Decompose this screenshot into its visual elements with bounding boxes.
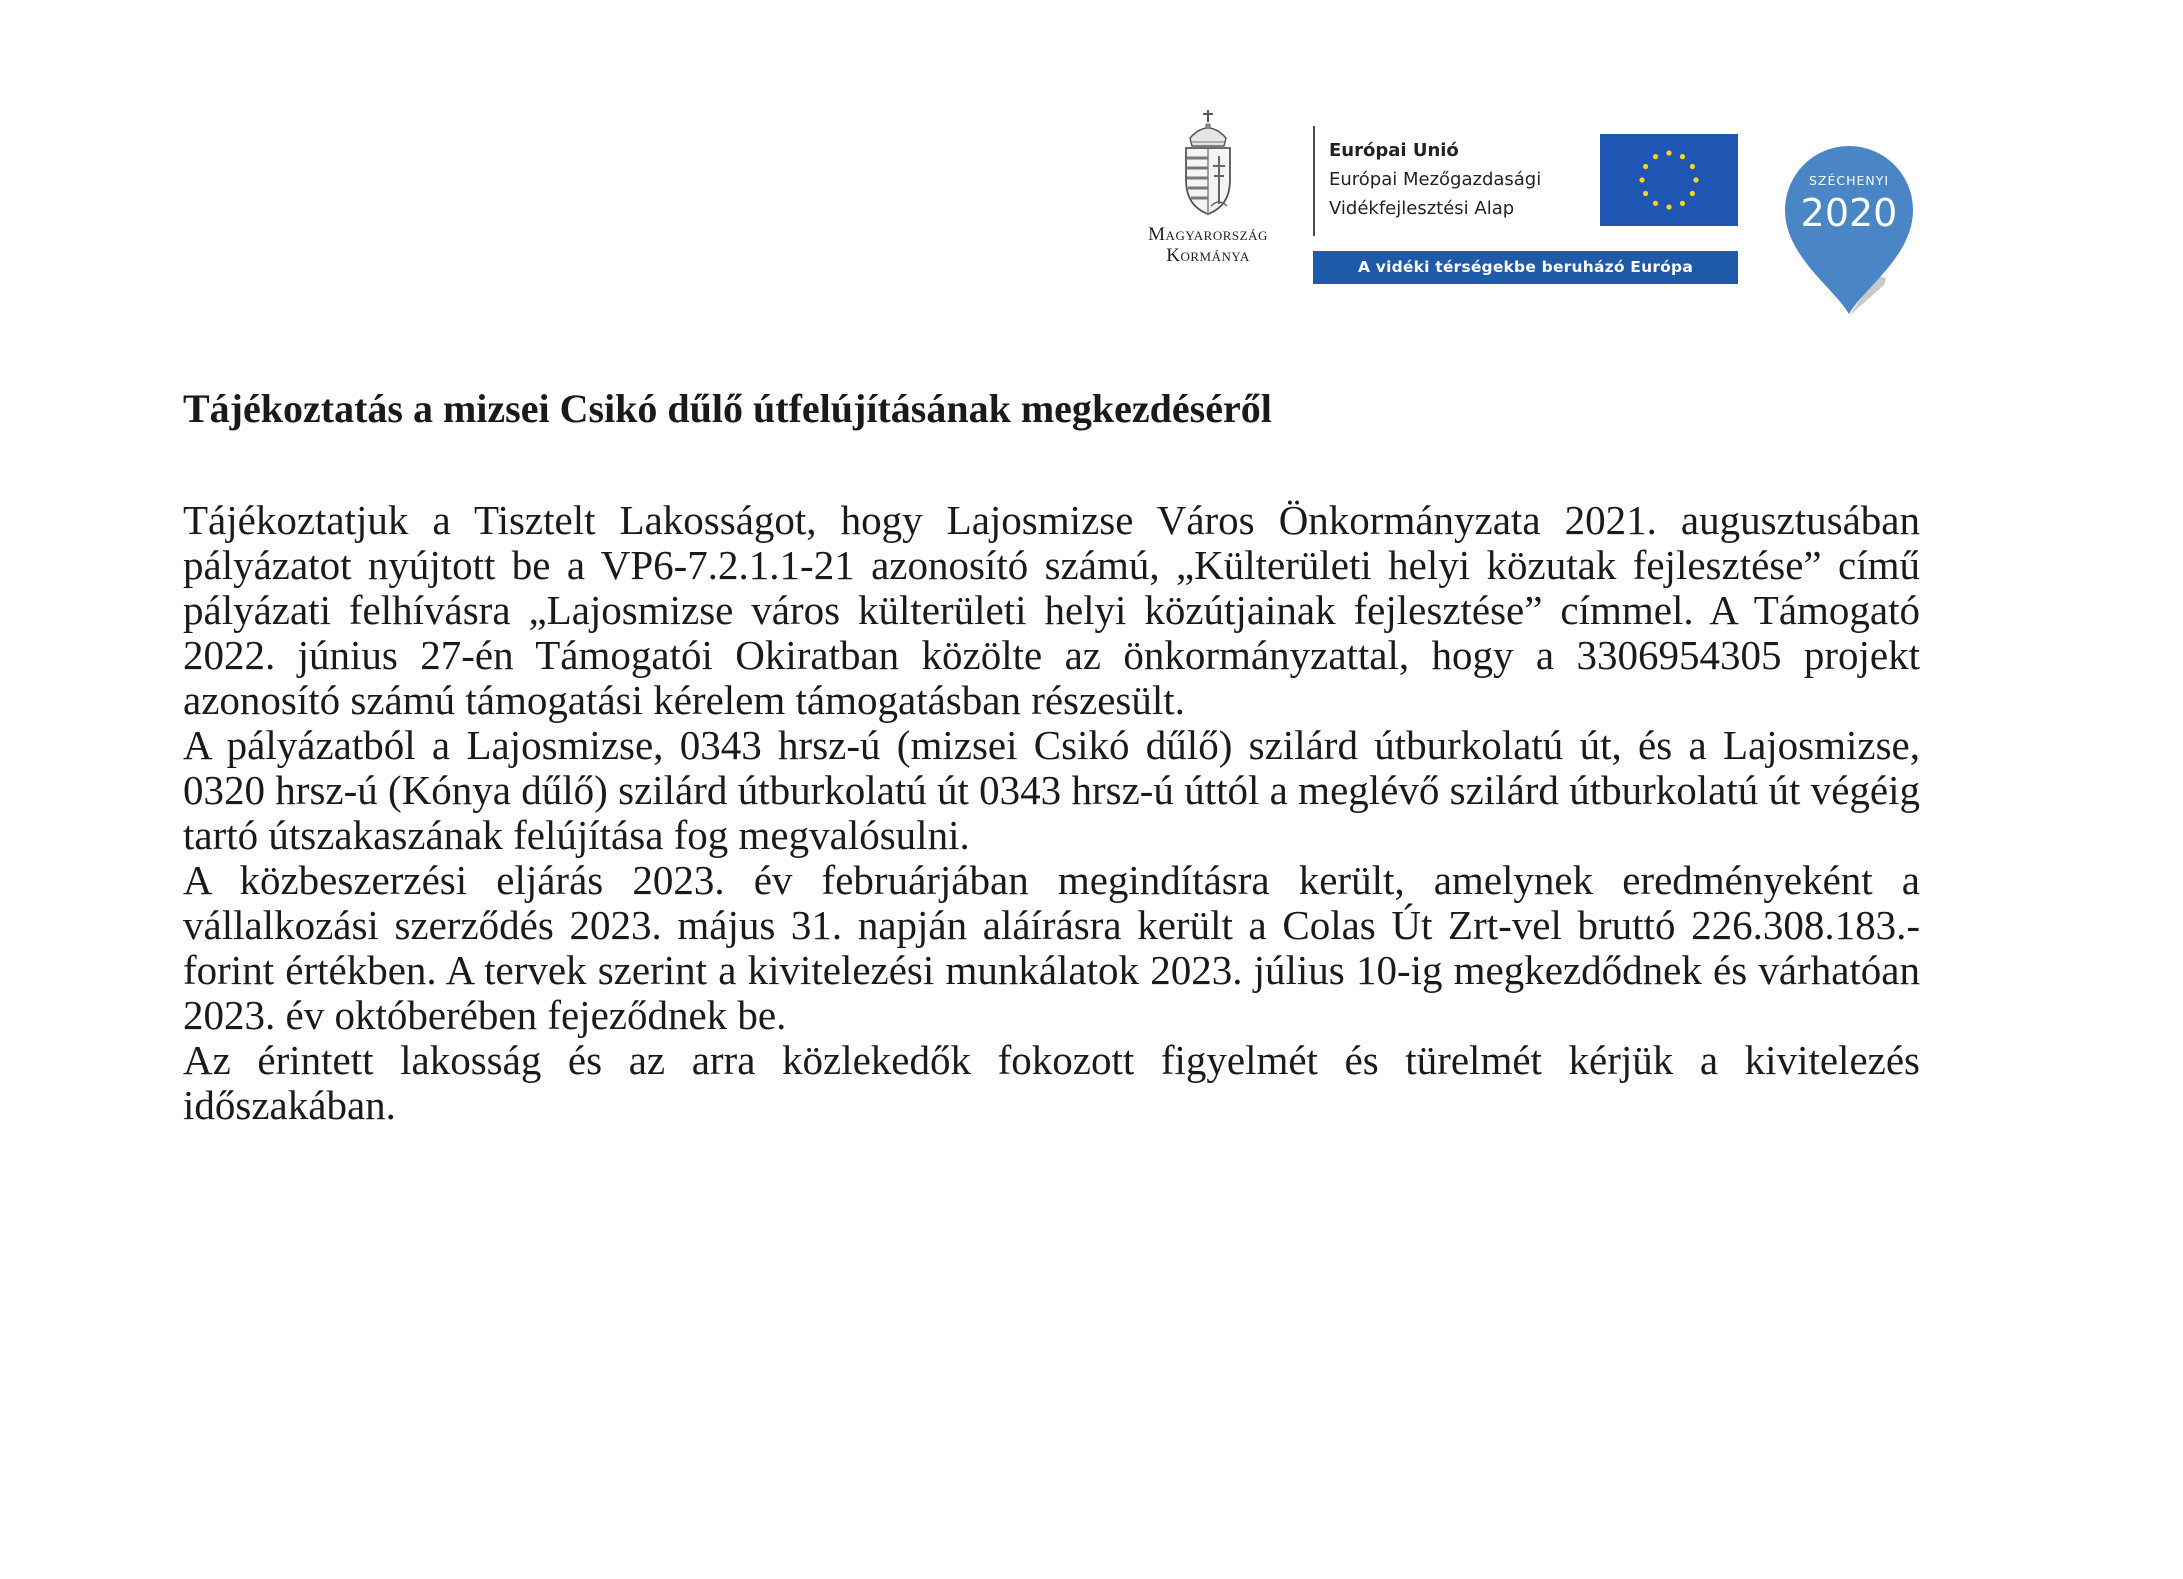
szechenyi-2020-logo <box>1779 138 1919 318</box>
paragraph-2: A pályázatból a Lajosmizse, 0343 hrsz-ú (mizsei Csikó dűlő) szilárd útburkolatú út, és a Lajosmizse, 0320 hrsz-ú (Kónya dűlő) szilárd útburkolatú út 0343 hrsz-ú úttól a meglévő szilárd útburkolatú út végéig tartó útszakaszának felújítása fog megvalósulni. <box>183 722 1920 858</box>
eu-flag-icon <box>1600 134 1738 226</box>
eu-logo-line1: Európai Unió <box>1329 140 1459 161</box>
eu-logo-banner: A vidéki térségekbe beruházó Európa <box>1313 251 1738 284</box>
government-logo-line2: Kormánya <box>1166 245 1250 266</box>
document-body <box>183 498 1920 1128</box>
coat-of-arms-icon <box>1178 108 1238 218</box>
szechenyi-label: SZÉCHENYI <box>1808 173 1890 188</box>
eu-emva-logo <box>1313 126 1738 284</box>
divider <box>1313 126 1315 236</box>
paragraph-1: Tájékoztatjuk a Tisztelt Lakosságot, hogy Lajosmizse Város Önkormányzata 2021. augusztusában pályázatot nyújtott be a VP6-7.2.1.1-21 azonosító számú, „Külterületi helyi közutak fejlesztése” című pályázati felhívásra „Lajosmizse város külterületi helyi közútjainak fejlesztése” címmel. A Támogató 2022. június 27-én Támogatói Okiratban közölte az önkormányzattal, hogy a 3306954305 projekt azonosító számú támogatási kérelem támogatásban részesült. <box>183 497 1920 723</box>
government-logo-line1: Magyarország <box>1148 224 1268 245</box>
paragraph-4: Az érintett lakosság és az arra közlekedők fokozott figyelmét és türelmét kérjük a kivitelezés időszakában. <box>183 1037 1920 1128</box>
hungarian-government-logo <box>1118 108 1298 283</box>
eu-logo-line2: Európai Mezőgazdasági <box>1329 169 1542 190</box>
eu-logo-line3: Vidékfejlesztési Alap <box>1329 198 1515 219</box>
document-title: Tájékoztatás a mizsei Csikó dűlő útfelújításának megkezdéséről <box>183 386 1272 431</box>
szechenyi-year: 2020 <box>1800 191 1898 235</box>
paragraph-3: A közbeszerzési eljárás 2023. év februárjában megindításra került, amelynek eredményeként a vállalkozási szerződés 2023. május 31. napján aláírásra került a Colas Út Zrt-vel bruttó 226.308.183.- forint értékben. A tervek szerint a kivitelezési munkálatok 2023. július 10-ig megkezdődnek és várhatóan 2023. év októberében fejeződnek be. <box>183 857 1920 1038</box>
